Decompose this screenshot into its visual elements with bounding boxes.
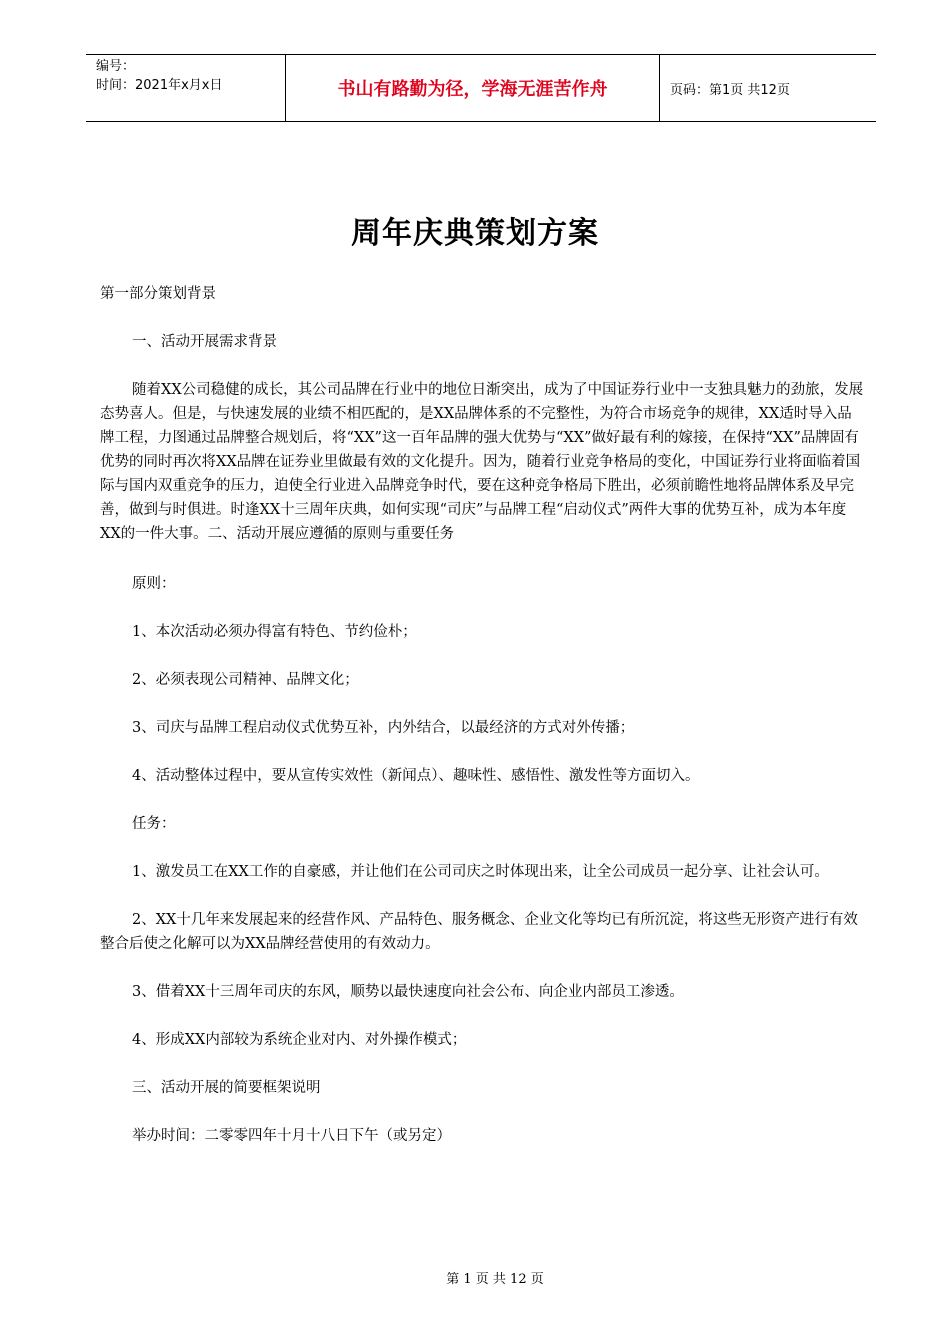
header-page-info: 页码：第1页 共12页	[670, 82, 790, 98]
principle-item: 1、本次活动必须办得富有特色、节约俭朴；	[132, 624, 417, 640]
task-item: 3、借着XX十三周年司庆的东风，顺势以最快速度向社会公布、向企业内部员工渗透。	[132, 984, 684, 1000]
date-label: 时间：2021年x月x日	[96, 78, 223, 93]
event-time: 举办时间：二零零四年十月十八日下午（或另定）	[132, 1128, 451, 1144]
section-heading: 第一部分策划背景	[100, 286, 216, 302]
header-meta	[86, 55, 286, 121]
page-footer: 第 1 页 共 12 页	[446, 1272, 544, 1287]
subsection-heading: 一、活动开展需求背景	[132, 334, 277, 350]
subsection-heading: 三、活动开展的简要框架说明	[132, 1080, 321, 1096]
principles-label: 原则：	[132, 576, 176, 592]
header-table	[86, 54, 876, 122]
principle-item: 2、必须表现公司精神、品牌文化；	[132, 672, 359, 688]
principle-item: 4、活动整体过程中，要从宣传实效性（新闻点）、趣味性、感悟性、激发性等方面切入。	[132, 768, 700, 784]
task-item: 4、形成XX内部较为系统企业对内、对外操作模式；	[132, 1032, 467, 1048]
header-motto: 书山有路勤为径，学海无涯苦作舟	[286, 55, 660, 121]
body-paragraph: 随着XX公司稳健的成长，其公司品牌在行业中的地位日渐突出，成为了中国证券行业中一支独具魅力的劲旅，发展态势喜人。但是，与快速发展的业绩不相匹配的，是XX品牌体系的不完整性，为符合市场竞争的规律，XX适时导入品牌工程，力图通过品牌整合规划后，将“XX”这一百年品牌的强大优势与“XX”做好最有利的嫁接，在保持“XX”品牌固有优势的同时再次将XX品牌在证券业里做最有效的文化提升。因为，随着行业竞争格局的变化，中国证券行业将面临着国际与国内双重竞争的压力，迫使全行业进入品牌竞争时代，要在这种竞争格局下胜出，必须前瞻性地将品牌体系及早完善，做到与时俱进。时逢XX十三周年庆典，如何实现“司庆”与品牌工程“启动仪式”两件大事的优势互补，成为本年度XX的一件大事。二、活动开展应遵循的原则与重要任务	[100, 382, 864, 542]
document-body	[100, 282, 864, 1172]
document-title: 周年庆典策划方案	[351, 216, 599, 251]
number-label: 编号：	[96, 59, 136, 74]
task-item: 2、XX十几年来发展起来的经营作风、产品特色、服务概念、企业文化等均已有所沉淀，将这些无形资产进行有效整合后使之化解可以为XX品牌经营使用的有效动力。	[100, 912, 858, 952]
tasks-label: 任务：	[132, 816, 176, 832]
principle-item: 3、司庆与品牌工程启动仪式优势互补，内外结合，以最经济的方式对外传播；	[132, 720, 635, 736]
task-item: 1、激发员工在XX工作的自豪感，并让他们在公司司庆之时体现出来，让全公司成员一起分享、让社会认可。	[132, 864, 829, 880]
